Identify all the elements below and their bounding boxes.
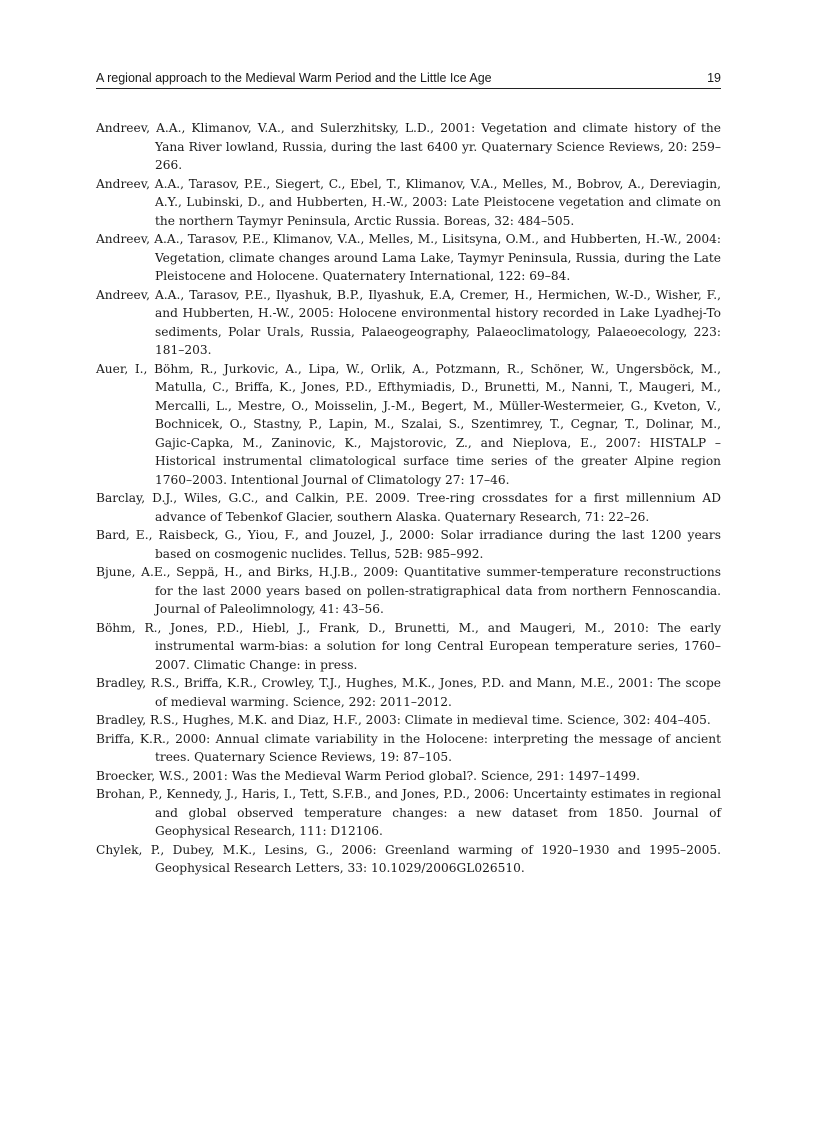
reference-entry: Andreev, A.A., Klimanov, V.A., and Sulerzhitsky, L.D., 2001: Vegetation and climate history of the Yana River lowland, Russia, during the last 6400 yr. Quaternary Science Reviews, 20: 259–266. <box>96 121 721 172</box>
reference-list <box>96 119 721 878</box>
page-number: 19 <box>707 71 721 85</box>
reference-entry: Briffa, K.R., 2000: Annual climate variability in the Holocene: interpreting the message of ancient trees. Quaternary Science Reviews, 19: 87–105. <box>96 731 721 764</box>
reference-entry: Andreev, A.A., Tarasov, P.E., Ilyashuk, B.P., Ilyashuk, E.A, Cremer, H., Hermichen, W.-D., Wisher, F., and Hubberten, H.-W., 2005: Holocene environmental history recorded in Lake Lyadhej-To sediments, Polar Urals, Russia, Palaeogeography, Palaeoclimatology, Palaeoecology, 223: 181–203. <box>96 287 721 357</box>
reference-entry: Andreev, A.A., Tarasov, P.E., Klimanov, V.A., Melles, M., Lisitsyna, O.M., and Hubberten, H.-W., 2004: Vegetation, climate changes around Lama Lake, Taymyr Peninsula, Russia, during the Late Pleistocene and Holocene. Quaternatery International, 122: 69–84. <box>96 232 721 283</box>
reference-entry: Andreev, A.A., Tarasov, P.E., Siegert, C., Ebel, T., Klimanov, V.A., Melles, M., Bobrov, A., Dereviagin, A.Y., Lubinski, D., and Hubberten, H.-W., 2003: Late Pleistocene vegetation and climate on the northern Taymyr Peninsula, Arctic Russia. Boreas, 32: 484–505. <box>96 176 721 228</box>
reference-entry: Bjune, A.E., Seppä, H., and Birks, H.J.B., 2009: Quantitative summer-temperature reconstructions for the last 2000 years based on pollen-stratigraphical data from northern Fennoscandia. Journal of Paleolimnology, 41: 43–56. <box>96 565 721 616</box>
reference-entry: Auer, I., Böhm, R., Jurkovic, A., Lipa, W., Orlik, A., Potzmann, R., Schöner, W., Ungersböck, M., Matulla, C., Briffa, K., Jones, P.D., Efthymiadis, D., Brunetti, M., Nanni, T., Maugeri, M., Mercalli, L., Mestre, O., Moisselin, J.-M., Begert, M., Müller-Westermeier, G., Kveton, V., Bochnicek, O., Stastny, P., Lapin, M., Szalai, S., Szentimrey, T., Cegnar, T., Dolinar, M., Gajic-Capka, M., Zaninovic, K., Majstorovic, Z., and Nieplova, E., 2007: HISTALP – Historical instrumental climatological surface time series of the greater Alpine region 1760–2003. Intentional Journal of Climatology 27: 17–46. <box>96 361 721 487</box>
reference-entry: Bradley, R.S., Hughes, M.K. and Diaz, H.F., 2003: Climate in medieval time. Science, 302: 404–405. <box>96 713 711 727</box>
reference-entry: Chylek, P., Dubey, M.K., Lesins, G., 2006: Greenland warming of 1920–1930 and 1995–2005. Geophysical Research Letters, 33: 10.1029/2006GL026510. <box>96 842 721 875</box>
reference-entry: Barclay, D.J., Wiles, G.C., and Calkin, P.E. 2009. Tree-ring crossdates for a first millennium AD advance of Tebenkof Glacier, southern Alaska. Quaternary Research, 71: 22–26. <box>96 491 721 524</box>
reference-entry: Brohan, P., Kennedy, J., Haris, I., Tett, S.F.B., and Jones, P.D., 2006: Uncertainty estimates in regional and global observed temperature changes: a new dataset from 1850. Journal of Geophysical Research, 111: D12106. <box>96 787 721 838</box>
running-title: A regional approach to the Medieval Warm Period and the Little Ice Age <box>96 71 492 85</box>
running-header <box>96 71 721 89</box>
reference-entry: Böhm, R., Jones, P.D., Hiebl, J., Frank, D., Brunetti, M., and Maugeri, M., 2010: The early instrumental warm-bias: a solution for long Central European temperature series, 1760–2007. Climatic Change: in press. <box>96 620 721 672</box>
reference-entry: Bard, E., Raisbeck, G., Yiou, F., and Jouzel, J., 2000: Solar irradiance during the last 1200 years based on cosmogenic nuclides. Tellus, 52B: 985–992. <box>96 528 721 561</box>
reference-entry: Bradley, R.S., Briffa, K.R., Crowley, T.J., Hughes, M.K., Jones, P.D. and Mann, M.E., 2001: The scope of medieval warming. Science, 292: 2011–2012. <box>96 676 721 709</box>
reference-entry: Broecker, W.S., 2001: Was the Medieval Warm Period global?. Science, 291: 1497–1499. <box>96 768 641 783</box>
